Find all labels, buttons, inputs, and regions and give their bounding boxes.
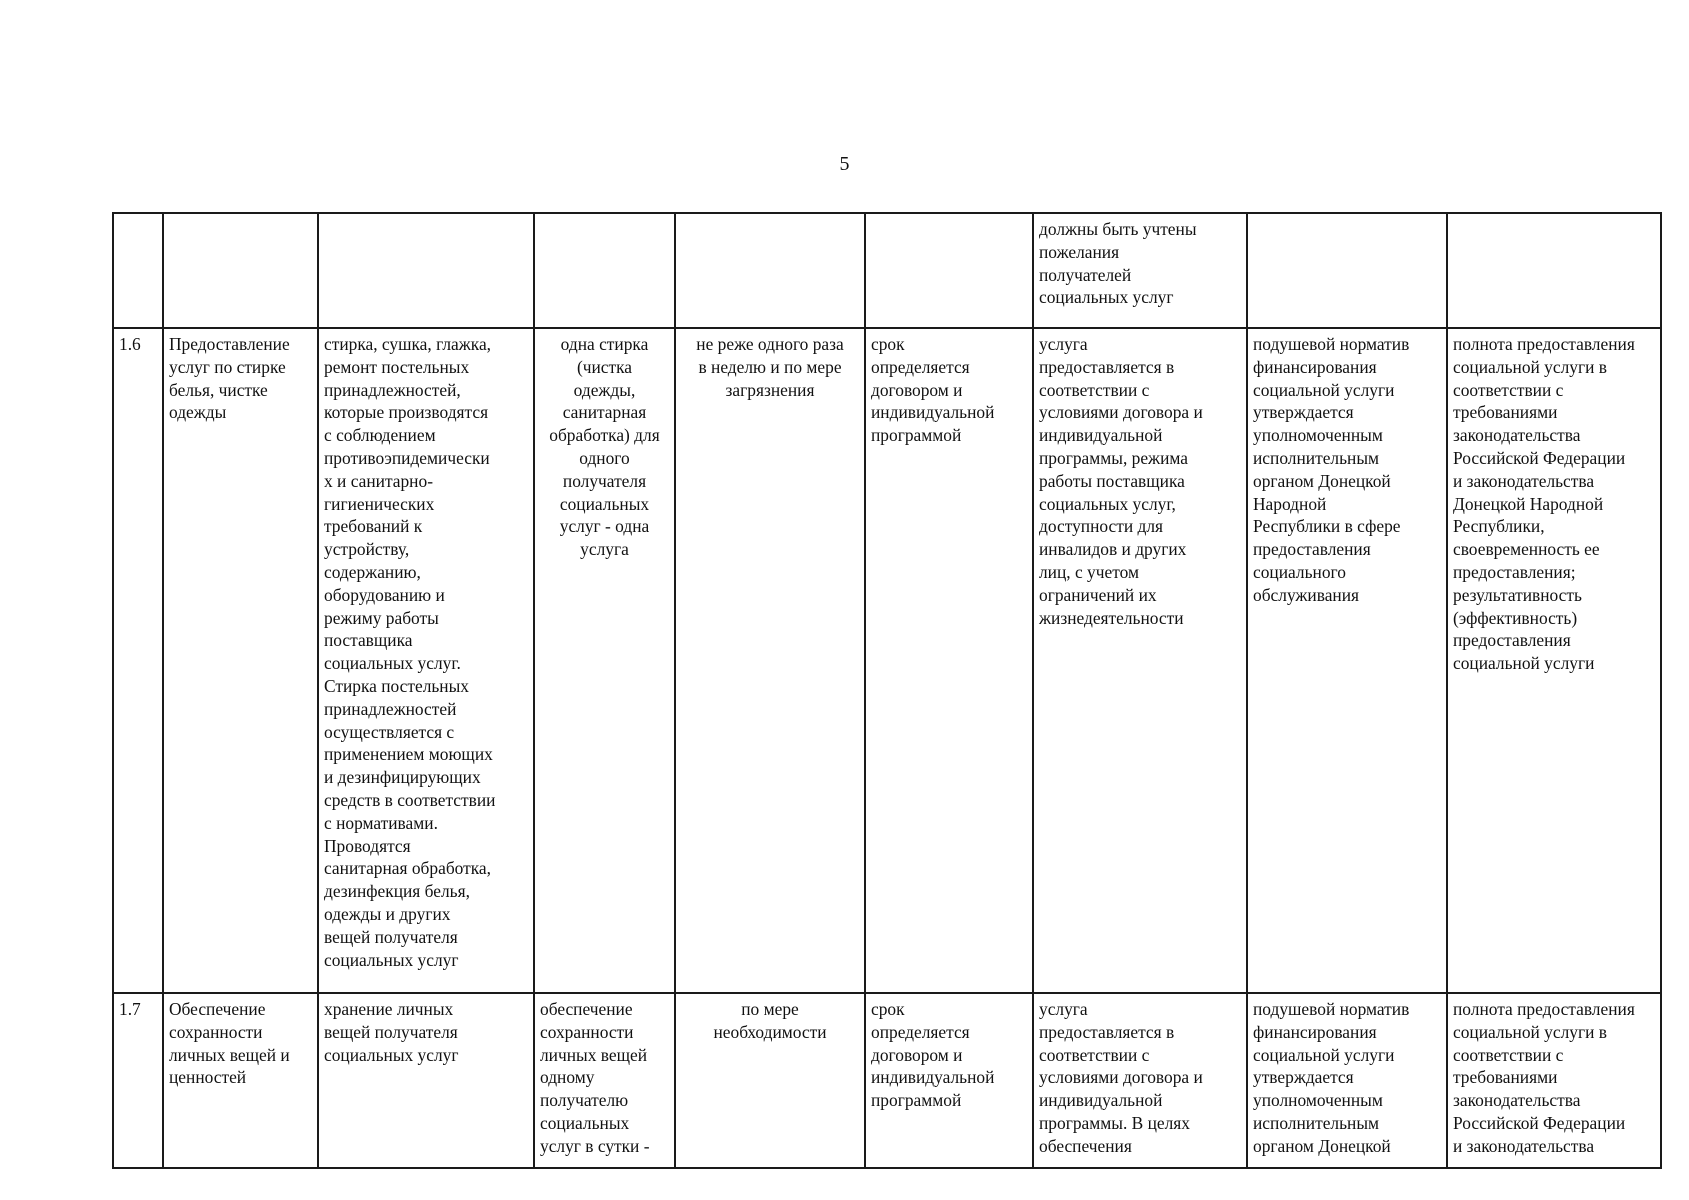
table-row <box>113 213 1661 328</box>
cell-financing <box>1247 213 1447 328</box>
cell-volume <box>534 213 675 328</box>
cell-quality: полнота предоставления социальной услуги в соответствии с требованиями законодательства Российской Федерации и законодательства <box>1447 993 1661 1168</box>
cell-volume: обеспечение сохранности личных вещей одному получателю социальных услуг в сутки - <box>534 993 675 1168</box>
table-row <box>113 328 1661 993</box>
cell-financing: подушевой норматив финансирования социальной услуги утверждается уполномоченным исполнительным органом Донецкой Народной Республики в сфере предоставления социального обслуживания <box>1247 328 1447 993</box>
cell-quality <box>1447 213 1661 328</box>
cell-description: хранение личных вещей получателя социальных услуг <box>318 993 534 1168</box>
cell-term: срок определяется договором и индивидуальной программой <box>865 993 1033 1168</box>
cell-frequency <box>675 213 865 328</box>
cell-frequency: по мере необходимости <box>675 993 865 1168</box>
cell-conditions: услуга предоставляется в соответствии с условиями договора и индивидуальной программы. В целях обеспечения <box>1033 993 1247 1168</box>
cell-volume: одна стирка (чистка одежды, санитарная обработка) для одного получателя социальных услуг - одна услуга <box>534 328 675 993</box>
cell-frequency: не реже одного раза в неделю и по мере загрязнения <box>675 328 865 993</box>
cell-quality: полнота предоставления социальной услуги в соответствии с требованиями законодательства Российской Федерации и законодательства Донецкой Народной Республики, своевременность ее предоставления; результативность (эффективность) предоставления социальной услуги <box>1447 328 1661 993</box>
cell-number <box>113 213 163 328</box>
page-number: 5 <box>839 153 850 175</box>
cell-financing: подушевой норматив финансирования социальной услуги утверждается уполномоченным исполнительным органом Донецкой <box>1247 993 1447 1168</box>
cell-conditions: должны быть учтены пожелания получателей социальных услуг <box>1033 213 1247 328</box>
cell-term <box>865 213 1033 328</box>
table-row <box>113 993 1661 1168</box>
cell-term: срок определяется договором и индивидуальной программой <box>865 328 1033 993</box>
cell-number: 1.7 <box>113 993 163 1168</box>
cell-number: 1.6 <box>113 328 163 993</box>
services-table <box>112 212 1662 1169</box>
cell-service-name: Обеспечение сохранности личных вещей и ценностей <box>163 993 318 1168</box>
cell-description: стирка, сушка, глажка, ремонт постельных принадлежностей, которые производятся с соблюдением противоэпидемически х и санитарно- гигиенических требований к устройству, содержанию, оборудованию и режиму работы поставщика социальных услуг. Стирка постельных принадлежностей осуществляется с применением моющих и дезинфицирующих средств в соответствии с нормативами. Проводятся санитарная обработка, дезинфекция белья, одежды и других вещей получателя социальных услуг <box>318 328 534 993</box>
cell-conditions: услуга предоставляется в соответствии с условиями договора и индивидуальной программы, режима работы поставщика социальных услуг, доступности для инвалидов и других лиц, с учетом ограничений их жизнедеятельности <box>1033 328 1247 993</box>
cell-service-name <box>163 213 318 328</box>
cell-service-name: Предоставление услуг по стирке белья, чистке одежды <box>163 328 318 993</box>
cell-description <box>318 213 534 328</box>
